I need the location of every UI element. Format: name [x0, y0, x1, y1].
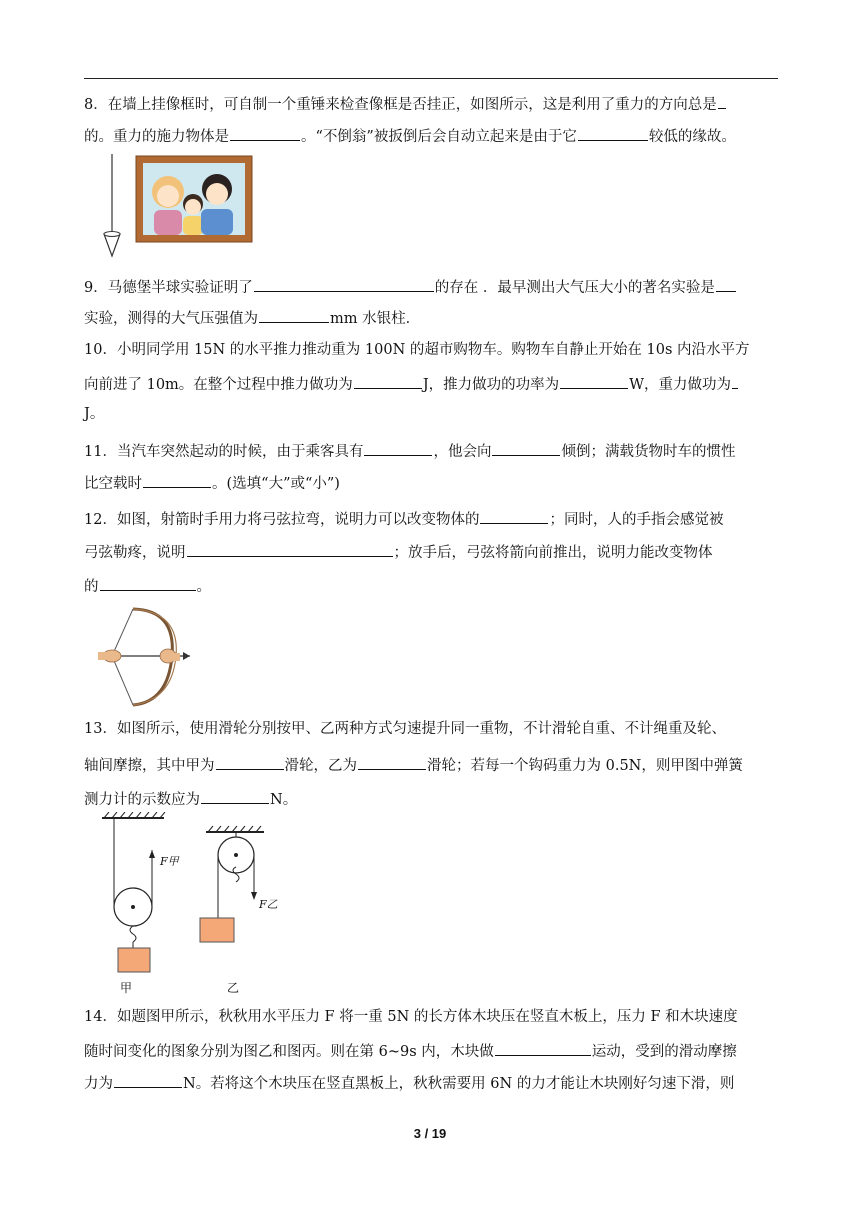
force-label-jia: F甲: [160, 855, 179, 868]
answer-blank: [230, 124, 300, 141]
q10-line1: 10．小明同学用 15N 的水平推力推动重为 100N 的超市购物车。购物车自静止开始在 10s 内沿水平方: [84, 342, 750, 358]
figure-label-yi: 乙: [227, 981, 240, 995]
bow-arrow-figure: [98, 606, 198, 708]
answer-blank: [718, 92, 726, 109]
q12-line2: 弓弦勒疼，说明 ；放手后，弓弦将箭向前推出，说明力能改变物体: [84, 540, 784, 563]
header-rule: [84, 78, 778, 79]
q9-line1: 9．马德堡半球实验证明了 的存在 ．最早测出大气压大小的著名实验是: [84, 275, 784, 298]
q13-line1: 13．如图所示，使用滑轮分别按甲、乙两种方式匀速提升同一重物，不计滑轮自重、不计绳重及轮、: [84, 721, 726, 737]
q12-line1: 12．如图，射箭时手用力将弓弦拉弯，说明力可以改变物体的 ；同时，人的手指会感觉被: [84, 507, 784, 530]
answer-blank: [354, 372, 422, 389]
answer-blank: [358, 753, 426, 770]
page-number: 3 / 19: [413, 1126, 447, 1141]
q14-line2: 随时间变化的图象分别为图乙和图丙。则在第 6~9s 内，木块做 运动，受到的滑动摩擦: [84, 1039, 784, 1062]
q11-line2: 比空载时 。(选填“大”或“小”): [84, 471, 784, 494]
answer-blank: [201, 787, 269, 804]
q14-line1: 14．如题图甲所示，秋秋用水平压力 F 将一重 5N 的长方体木块压在竖直木板上，压力 F 和木块速度: [84, 1009, 738, 1025]
q14-line3: 力为 N。若将这个木块压在竖直黑板上，秋秋需要用 6N 的力才能让木块刚好匀速下滑，则: [84, 1071, 784, 1094]
q8-line2: 的。重力的施力物体是 。“不倒翁”被扳倒后会自动立起来是由于它 较低的缘故。: [84, 124, 784, 147]
q13-line3: 测力计的示数应为 N。: [84, 787, 784, 810]
answer-blank: [560, 372, 628, 389]
q10-line2: 向前进了 10m。在整个过程中推力做功为 J，推力做功的功率为 W，重力做功为: [84, 372, 784, 395]
q12-line3: 的 。: [84, 574, 784, 597]
answer-blank: [143, 471, 211, 488]
figure-label-jia: 甲: [120, 981, 133, 995]
answer-blank: [259, 306, 329, 323]
plumb-frame-figure: [100, 154, 260, 264]
answer-blank: [578, 124, 648, 141]
answer-blank: [100, 574, 196, 591]
q8-line1: 8．在墙上挂像框时，可自制一个重锤来检查像框是否挂正，如图所示，这是利用了重力的方向总是: [84, 92, 784, 115]
answer-blank: [480, 507, 548, 524]
q11-line1: 11．当汽车突然起动的时候，由于乘客具有 ，他会向 倾倒；满载货物时车的惯性: [84, 439, 784, 462]
answer-blank: [492, 439, 560, 456]
answer-blank: [114, 1071, 182, 1088]
q10-line3: J。: [84, 406, 105, 422]
q13-line2: 轴间摩擦，其中甲为 滑轮，乙为 滑轮；若每一个钩码重力为 0.5N，则甲图中弹簧: [84, 753, 784, 776]
answer-blank: [495, 1039, 591, 1056]
answer-blank: [732, 372, 738, 389]
force-label-yi: F乙: [259, 898, 278, 911]
answer-blank: [364, 439, 432, 456]
answer-blank: [187, 540, 393, 557]
answer-blank: [716, 275, 736, 292]
pulley-figure: [96, 812, 276, 992]
q9-line2: 实验，测得的大气压强值为 mm 水银柱．: [84, 306, 784, 329]
answer-blank: [254, 275, 434, 292]
answer-blank: [216, 753, 284, 770]
